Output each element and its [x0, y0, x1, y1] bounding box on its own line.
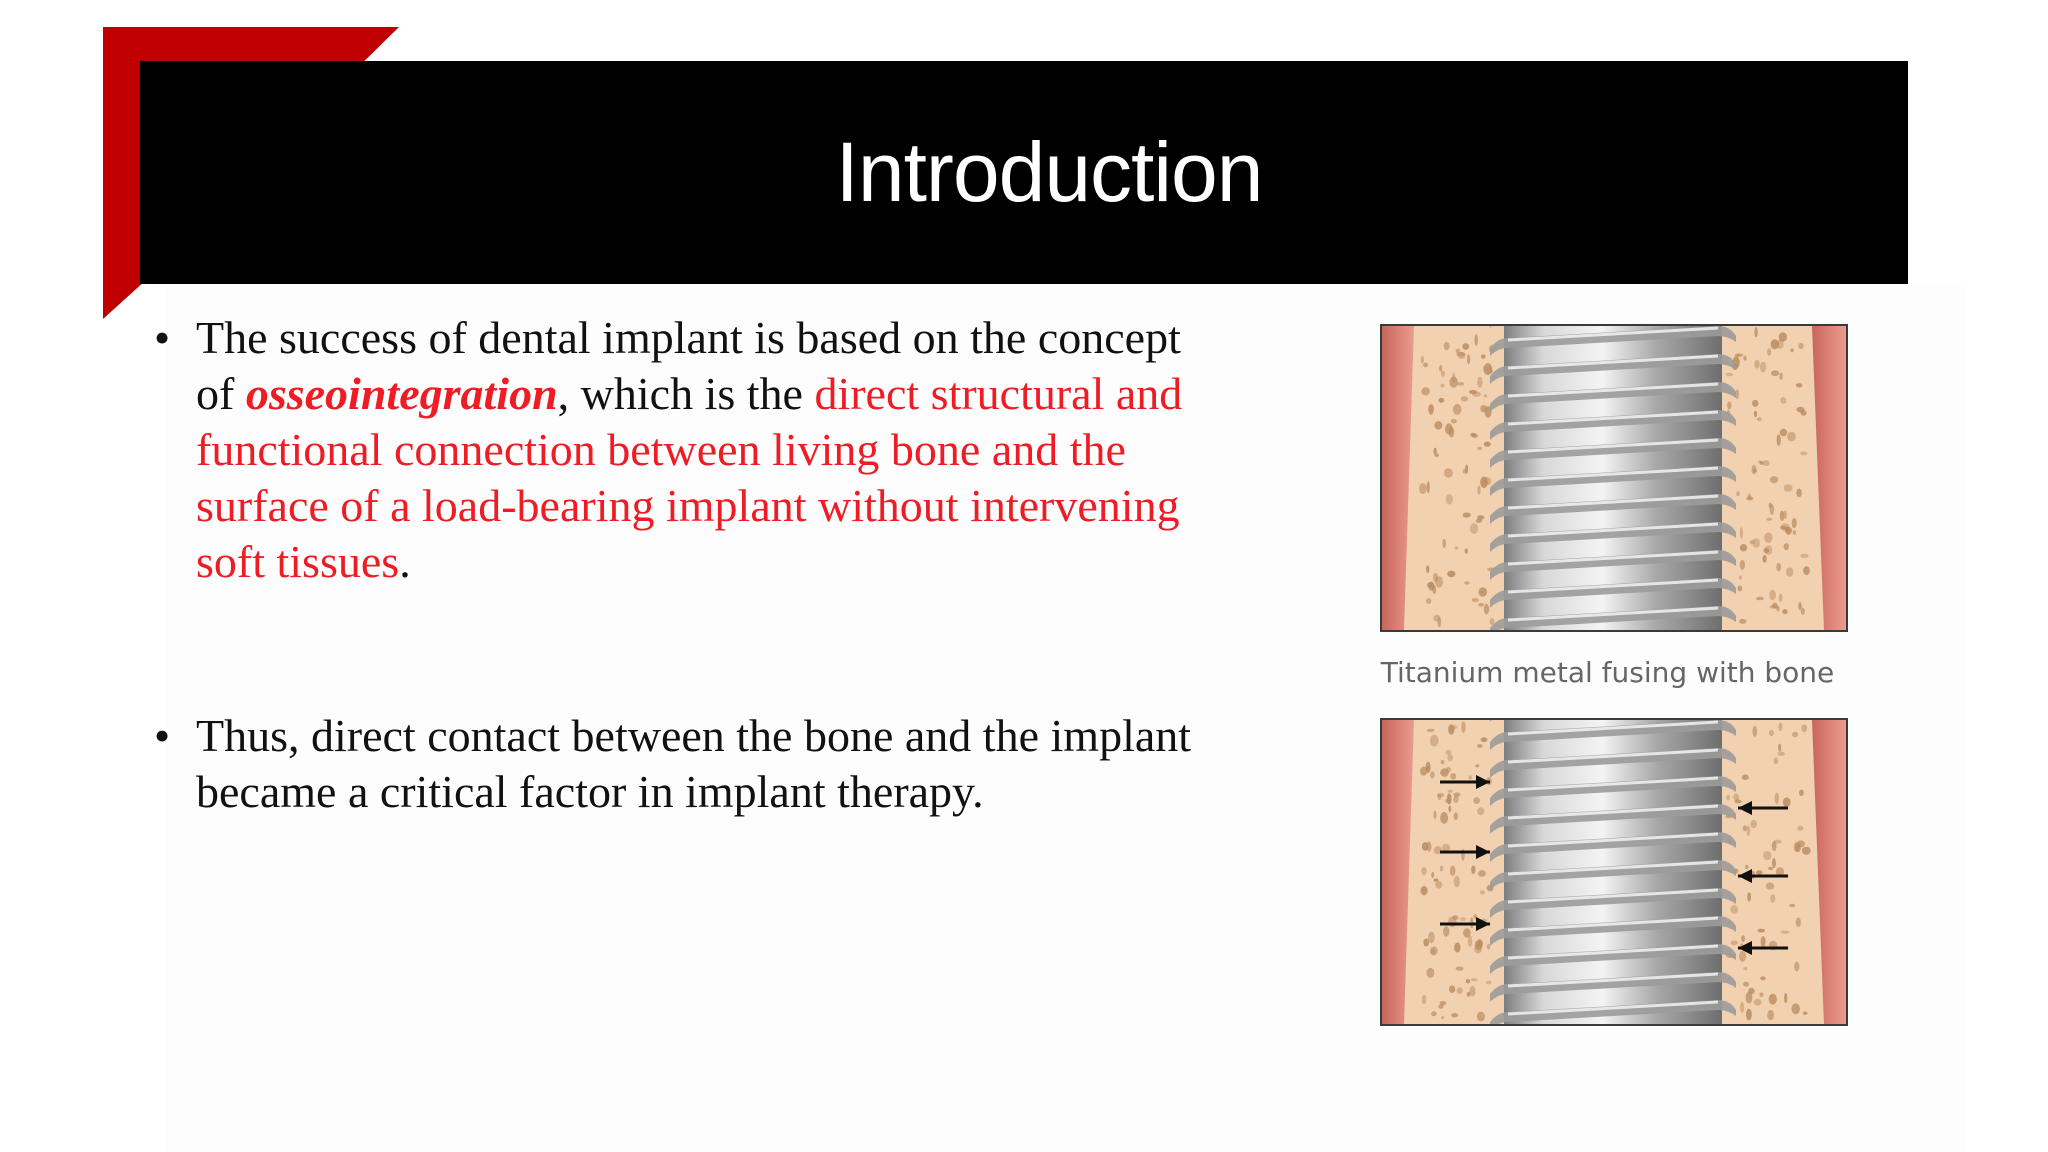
- bullet-marker: •: [154, 312, 171, 363]
- bullet-list: [150, 310, 1210, 820]
- bullet-text-direct-contact: Thus, direct contact between the bone and the implant became a critical factor in implant therapy.: [196, 710, 1192, 817]
- bullet-text-connector: , which is the: [557, 368, 815, 419]
- implant-illustration-bottom-with-arrows: [1380, 718, 1848, 1026]
- definition-highlight: direct structural and functional connection between living bone and the surface of a load-bearing implant without intervening soft tissues: [196, 368, 1183, 587]
- figure-caption: Titanium metal fusing with bone: [1380, 656, 1835, 689]
- bullet-item-osseointegration: [150, 310, 1210, 590]
- bullet-item-direct-contact: [150, 708, 1210, 820]
- keyword-osseointegration: osseointegration: [245, 368, 558, 419]
- bullet-text-intro: The success of dental implant is based on the concept of: [196, 312, 1181, 419]
- slide-title: Introduction: [835, 125, 1263, 219]
- implant-illustration-top: [1380, 324, 1848, 632]
- bullet-text-period: .: [399, 536, 411, 587]
- bullet-marker: •: [154, 710, 171, 761]
